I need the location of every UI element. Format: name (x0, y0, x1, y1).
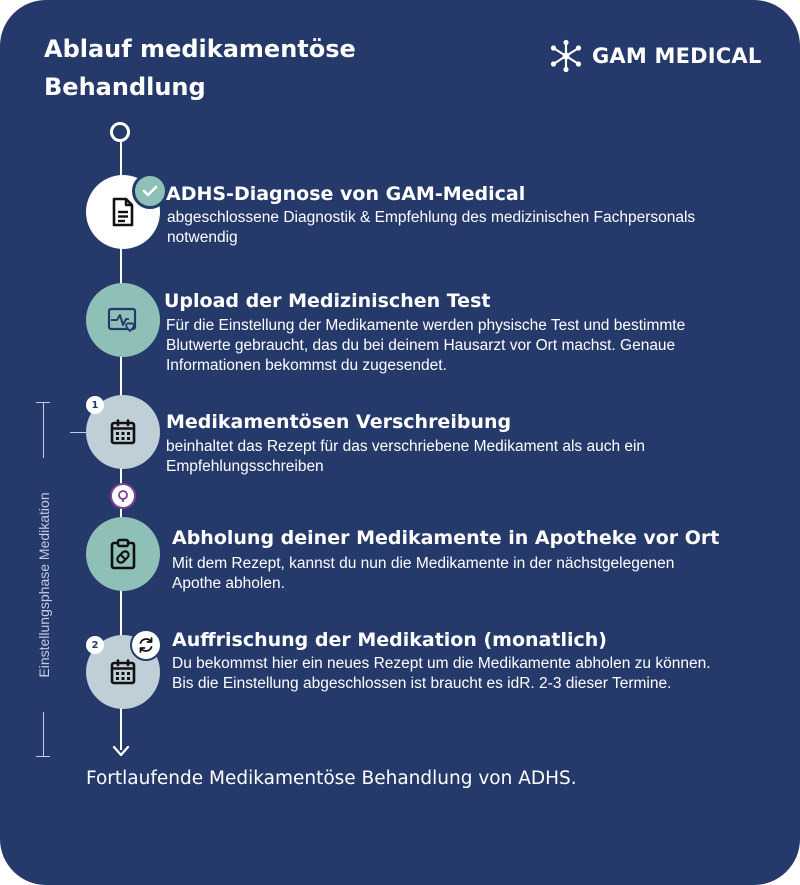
step-2-circle (86, 283, 160, 357)
step-number-badge: 2 (86, 636, 104, 654)
step-3-title: Medikamentösen Verschreibung (166, 411, 512, 433)
timeline-start-marker (110, 122, 130, 142)
step-number-badge: 1 (86, 396, 104, 414)
title-line-1: Ablauf medikamentöse (44, 35, 356, 63)
step-4-title: Abholung deiner Medikamente in Apotheke vor Ort (172, 527, 720, 549)
step-3-description: beinhaltet das Rezept für das verschriebene Medikament als auch ein Empfehlungsschreiben (166, 438, 646, 475)
logo-text: GAM MEDICAL (592, 44, 762, 68)
repeat-badge (130, 629, 162, 661)
completed-badge (132, 173, 168, 209)
document-icon (110, 197, 136, 227)
health-monitor-icon (106, 305, 140, 335)
step-5-description: Du bekommst hier ein neues Rezept um die Medikamente abholen zu können. Bis die Einstellung abgeschlossen ist braucht es idR. 2-3 dieser Termine. (172, 655, 711, 692)
step-4-description: Mit dem Rezept, kannst du nun die Medikamente in der nächstgelegenen Apothe abholen. (172, 555, 675, 592)
step-1-title: ADHS-Diagnose von GAM-Medical (166, 183, 526, 205)
brand-logo (548, 38, 761, 74)
title-line-2: Behandlung (44, 73, 206, 101)
final-outcome-text: Fortlaufende Medikamentöse Behandlung von ADHS. (86, 768, 577, 789)
arrow-down-icon (112, 744, 130, 758)
pill-icon (116, 489, 130, 503)
step-2-description: Für die Einstellung der Medikamente werden physische Test und bestimmte Blutwerte gebraucht, das du bei deinem Hausarzt vor Ort machst. Genaue Informationen bekommst du zugesendet. (166, 317, 686, 374)
phase-bracket-connector (70, 432, 86, 433)
pill-marker (110, 483, 136, 509)
phase-bracket-top (43, 402, 44, 458)
step-5-title: Auffrischung der Medikation (monatlich) (172, 629, 607, 651)
phase-label: Einstellungsphase Medikation (36, 492, 52, 678)
network-logo-icon (548, 38, 584, 74)
calendar-icon (109, 658, 137, 686)
prescription-clipboard-icon (109, 538, 137, 570)
step-2-title: Upload der Medizinischen Test (164, 290, 491, 312)
step-4-circle (86, 517, 160, 591)
phase-bracket-bottom (43, 712, 44, 756)
phase-bracket-bottom-tick (36, 756, 50, 757)
refresh-icon (137, 636, 155, 654)
phase-bracket-top-tick (36, 402, 50, 403)
check-icon (142, 184, 158, 198)
step-1-description: abgeschlossene Diagnostik & Empfehlung des medizinischen Fachpersonals notwendig (167, 209, 696, 246)
page-title (44, 30, 404, 106)
calendar-icon (109, 418, 137, 446)
